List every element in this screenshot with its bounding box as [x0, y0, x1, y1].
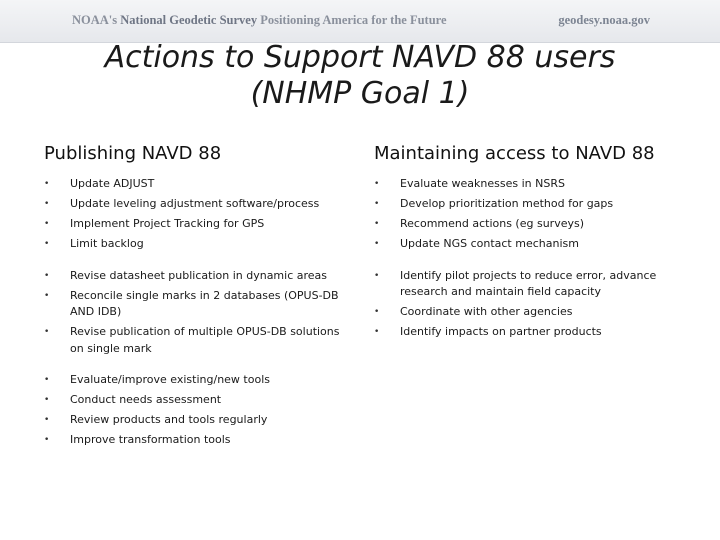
left-bullet-group	[44, 268, 344, 358]
bullet-icon: •	[44, 415, 50, 425]
bullet-icon: •	[44, 375, 50, 385]
header-survey-name: National Geodetic Survey	[120, 13, 258, 27]
bullet-icon: •	[374, 199, 380, 209]
bullet-item	[374, 268, 684, 301]
bullet-icon: •	[44, 219, 50, 229]
bullet-item	[374, 196, 684, 213]
bullet-icon: •	[374, 179, 380, 189]
bullet-text: Evaluate/improve existing/new tools	[70, 373, 270, 386]
right-column-heading: Maintaining access to NAVD 88	[374, 143, 655, 164]
bullet-item	[44, 288, 344, 321]
bullet-icon: •	[44, 239, 50, 249]
bullet-icon: •	[374, 219, 380, 229]
bullet-item	[374, 236, 684, 253]
bullet-item	[44, 372, 344, 389]
slide-title-line-1: Actions to Support NAVD 88 users	[104, 40, 616, 75]
bullet-item	[374, 304, 684, 321]
bullet-text: Coordinate with other agencies	[400, 305, 573, 318]
right-bullet-group	[374, 268, 684, 341]
bullet-item	[374, 324, 684, 341]
right-bullet-groups	[374, 176, 684, 341]
bullet-item	[44, 216, 344, 233]
bullet-icon: •	[374, 270, 380, 281]
bullet-item	[44, 236, 344, 253]
bullet-text: Review products and tools regularly	[70, 413, 268, 426]
bullet-item	[44, 432, 344, 449]
header-org: NOAA's	[72, 13, 118, 27]
header-tagline: Positioning America for the Future	[260, 13, 447, 27]
bullet-item	[44, 392, 344, 409]
bullet-text: Reconcile single marks in 2 databases (OPUS-DB AND IDB)	[70, 288, 339, 318]
bullet-item	[44, 176, 344, 193]
bullet-icon: •	[374, 307, 380, 317]
right-bullet-group	[374, 176, 684, 253]
bullet-text: Revise publication of multiple OPUS-DB solutions on single mark	[70, 325, 340, 355]
bullet-text: Update NGS contact mechanism	[400, 237, 579, 250]
bullet-text: Develop prioritization method for gaps	[400, 197, 614, 210]
bullet-text: Limit backlog	[70, 237, 144, 250]
right-column	[374, 143, 684, 356]
header-site-url: geodesy.noaa.gov	[558, 13, 650, 27]
bullet-icon: •	[44, 435, 50, 445]
slide-title-line-2: (NHMP Goal 1)	[250, 76, 470, 111]
bullet-icon: •	[374, 327, 380, 337]
left-bullet-groups	[44, 176, 344, 449]
slide-title	[0, 40, 720, 112]
bullet-text: Implement Project Tracking for GPS	[70, 217, 265, 230]
left-bullet-group	[44, 372, 344, 449]
left-column-heading: Publishing NAVD 88	[44, 143, 222, 164]
bullet-text: Update ADJUST	[70, 177, 155, 190]
bullet-text: Improve transformation tools	[70, 433, 231, 446]
left-column	[44, 143, 344, 464]
bullet-text: Identify pilot projects to reduce error, advance research and maintain field capacity	[400, 268, 657, 298]
bullet-icon: •	[44, 290, 50, 301]
bullet-icon: •	[44, 199, 50, 209]
header-bar	[0, 0, 720, 43]
bullet-text: Identify impacts on partner products	[400, 325, 602, 338]
bullet-icon: •	[44, 179, 50, 189]
header-branding	[72, 13, 447, 28]
left-bullet-group	[44, 176, 344, 253]
bullet-item	[374, 216, 684, 233]
bullet-text: Revise datasheet publication in dynamic areas	[70, 268, 328, 282]
bullet-icon: •	[44, 327, 50, 337]
bullet-item	[44, 324, 344, 357]
bullet-item	[44, 196, 344, 213]
bullet-icon: •	[374, 239, 380, 249]
bullet-text: Conduct needs assessment	[70, 393, 222, 406]
bullet-text: Recommend actions (eg surveys)	[400, 217, 585, 230]
bullet-text: Update leveling adjustment software/process	[70, 197, 320, 210]
bullet-text: Evaluate weaknesses in NSRS	[400, 177, 565, 190]
bullet-item	[44, 412, 344, 429]
bullet-item	[44, 268, 344, 285]
bullet-item	[374, 176, 684, 193]
bullet-icon: •	[44, 395, 50, 405]
bullet-icon: •	[44, 270, 50, 281]
